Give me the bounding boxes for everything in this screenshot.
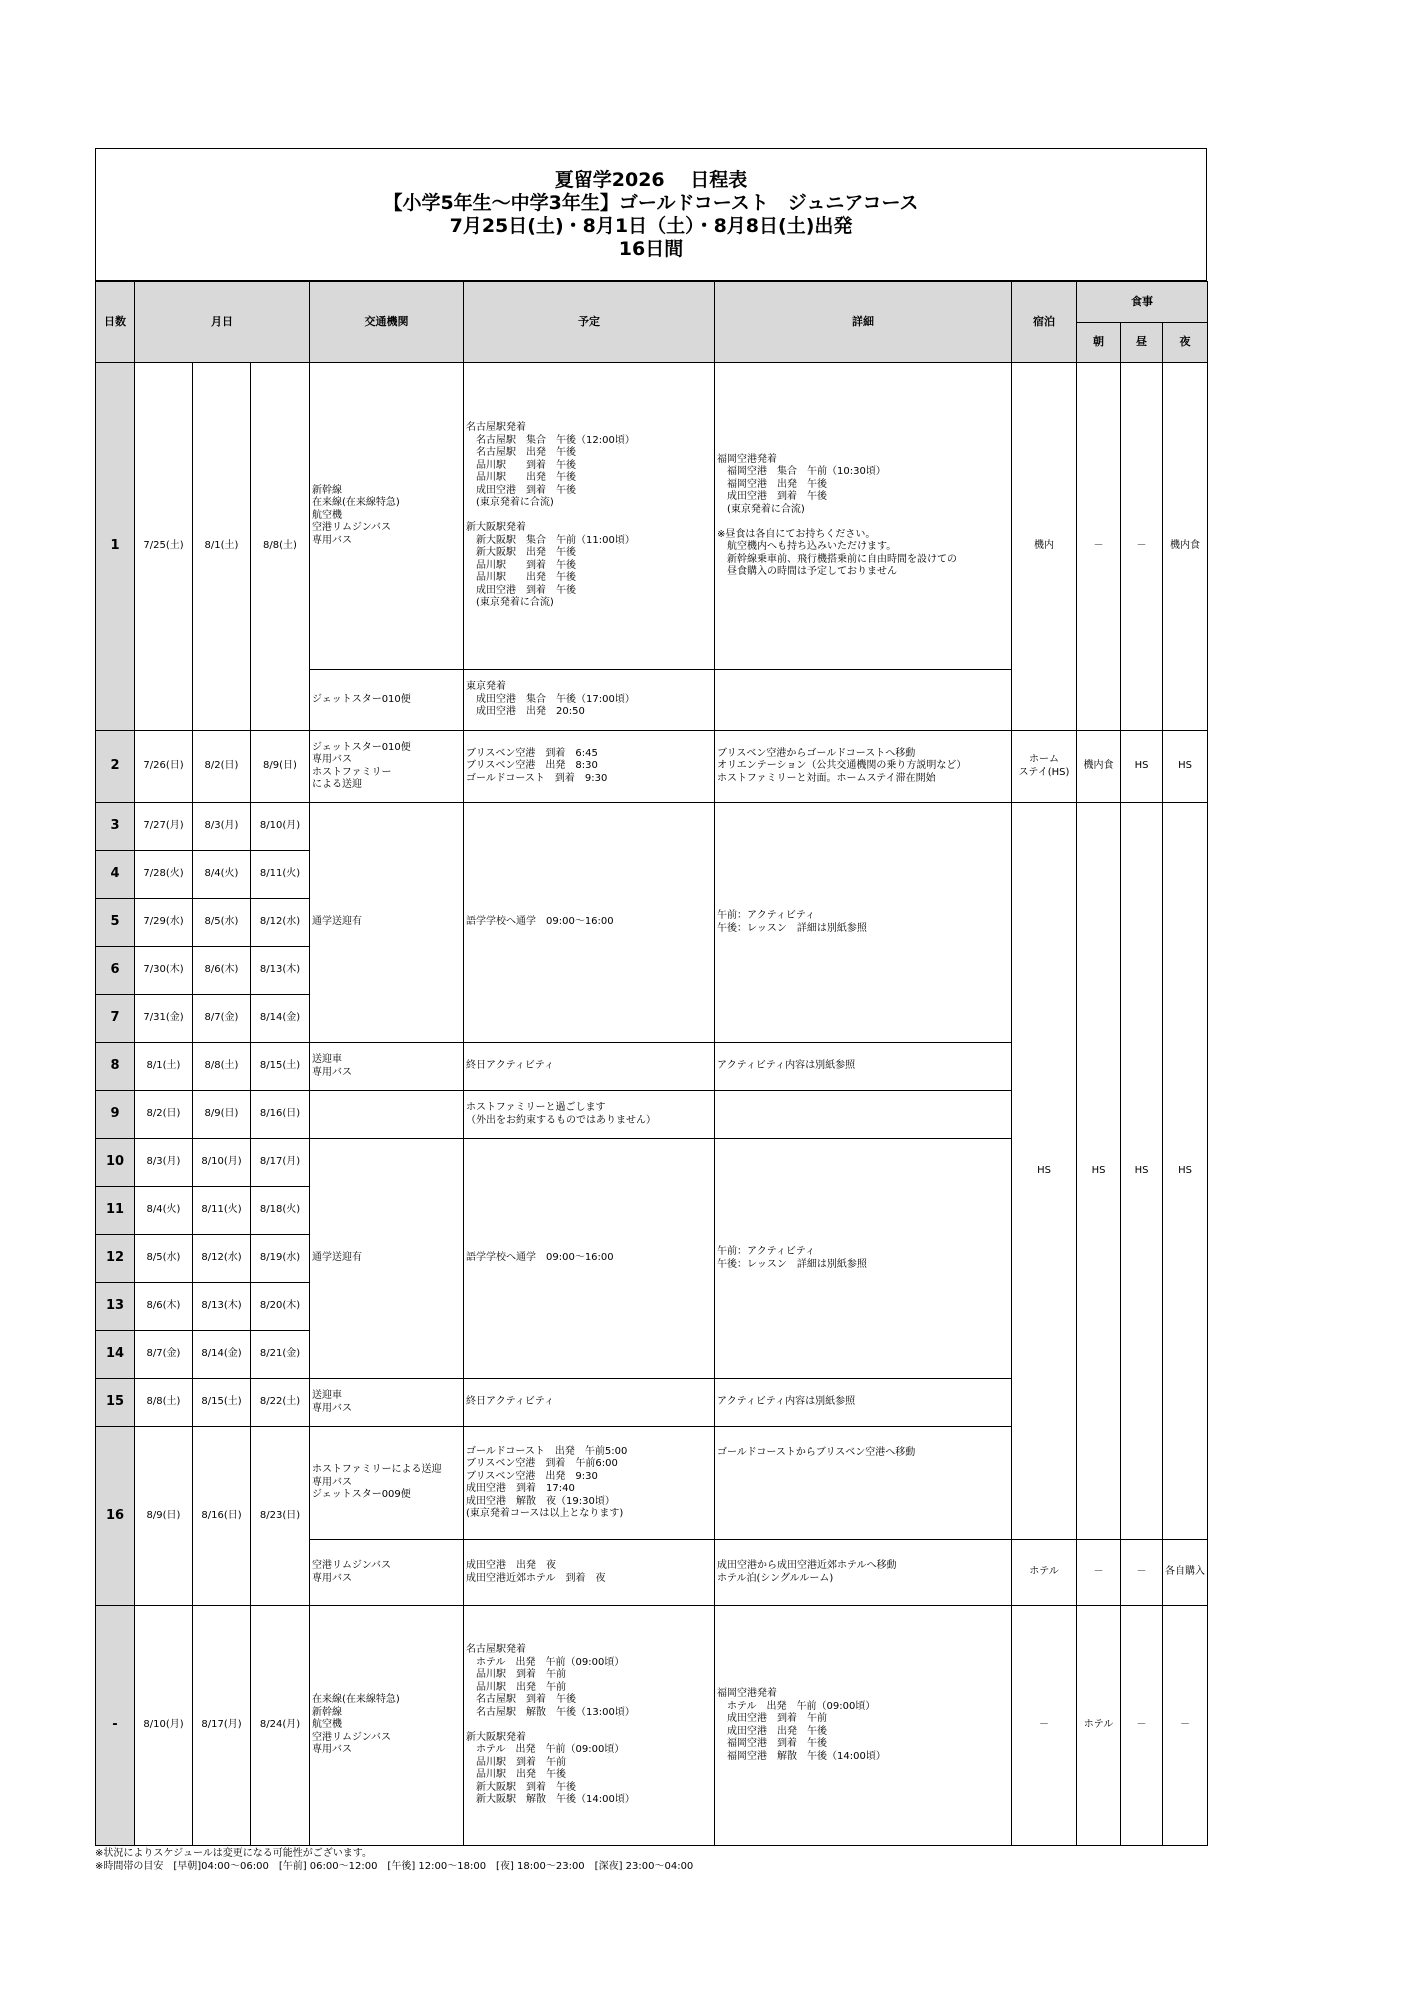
date-cell: 8/16(日) [193, 1427, 251, 1606]
breakfast-cell: ホテル [1077, 1606, 1121, 1846]
title-line-3: 7月25日(土)・8月1日（土）・8月8日(土)出発 [449, 214, 853, 237]
date-cell: 8/7(金) [135, 1331, 193, 1379]
day-number: 14 [96, 1331, 135, 1379]
detail-cell: 午前：アクティビティ 午後：レッスン 詳細は別紙参照 [715, 803, 1012, 1043]
date-cell: 8/19(水) [251, 1235, 310, 1283]
day-number: 10 [96, 1139, 135, 1187]
date-cell: 8/23(日) [251, 1427, 310, 1606]
date-cell: 7/26(日) [135, 731, 193, 803]
date-cell: 8/13(木) [251, 947, 310, 995]
date-cell: 8/17(月) [251, 1139, 310, 1187]
stay-cell: ホーム ステイ(HS) [1012, 731, 1077, 803]
date-cell: 8/17(月) [193, 1606, 251, 1846]
date-cell: 8/15(土) [251, 1043, 310, 1091]
day-number: 9 [96, 1091, 135, 1139]
date-cell: 8/21(金) [251, 1331, 310, 1379]
breakfast-cell: HS [1077, 803, 1121, 1540]
header-stay: 宿泊 [1012, 282, 1077, 363]
day-number: 4 [96, 851, 135, 899]
date-cell: 8/9(日) [193, 1091, 251, 1139]
dinner-cell: HS [1163, 803, 1208, 1540]
date-cell: 8/8(土) [193, 1043, 251, 1091]
date-cell: 7/25(土) [135, 363, 193, 731]
day-number: 8 [96, 1043, 135, 1091]
schedule-table [95, 281, 1208, 1846]
transport-cell: 送迎車 専用バス [310, 1043, 464, 1091]
plan-cell: ブリスベン空港 到着 6:45 ブリスベン空港 出発 8:30 ゴールドコースト 到着 9:30 [464, 731, 715, 803]
date-cell: 8/13(木) [193, 1283, 251, 1331]
date-cell: 8/12(水) [193, 1235, 251, 1283]
detail-cell: 午前：アクティビティ 午後：レッスン 詳細は別紙参照 [715, 1139, 1012, 1379]
transport-cell: ホストファミリーによる送迎 専用バス ジェットスター009便 [310, 1427, 464, 1540]
date-cell: 8/10(月) [251, 803, 310, 851]
date-cell: 8/2(日) [193, 731, 251, 803]
date-cell: 8/3(月) [193, 803, 251, 851]
transport-cell: 送迎車 専用バス [310, 1379, 464, 1427]
day-number: 3 [96, 803, 135, 851]
detail-cell: 福岡空港発着 福岡空港 集合 午前（10:30頃） 福岡空港 出発 午後 成田空港 到着 午後 (東京発着に合流) ※昼食は各自にてお持ちください。 航空機内へも持ち込みいただけます。 新幹線乗車前、飛行機搭乗前に自由時間を設けての 昼食購入の時間は予定しておりません [715, 363, 1012, 670]
plan-cell: ゴールドコースト 出発 午前5:00 ブリスベン空港 到着 午前6:00 ブリスベン空港 出発 9:30 成田空港 到着 17:40 成田空港 解散 夜（19:30頃） (東京発着コースは以上となります) [464, 1427, 715, 1540]
dinner-cell: HS [1163, 731, 1208, 803]
day-number: 1 [96, 363, 135, 731]
detail-cell: 成田空港から成田空港近郊ホテルへ移動 ホテル泊(シングルルーム) [715, 1540, 1012, 1606]
transport-cell [310, 1091, 464, 1139]
date-cell: 8/6(木) [135, 1283, 193, 1331]
header-breakfast: 朝 [1077, 323, 1121, 363]
table-row-day-3 [96, 803, 1208, 851]
breakfast-cell: － [1077, 1540, 1121, 1606]
plan-cell: 語学学校へ通学 09:00～16:00 [464, 1139, 715, 1379]
breakfast-cell: － [1077, 363, 1121, 731]
day-number: 5 [96, 899, 135, 947]
footnote: ※状況によりスケジュールは変更になる可能性がございます。 [95, 1848, 372, 1859]
transport-cell: ジェットスター010便 専用バス ホストファミリー による送迎 [310, 731, 464, 803]
header-detail: 詳細 [715, 282, 1012, 363]
date-cell: 8/11(火) [251, 851, 310, 899]
day-number: 12 [96, 1235, 135, 1283]
plan-cell: 語学学校へ通学 09:00～16:00 [464, 803, 715, 1043]
detail-cell [715, 670, 1012, 731]
header-lunch: 昼 [1121, 323, 1163, 363]
detail-cell: ブリスベン空港からゴールドコーストへ移動 オリエンテーション（公共交通機関の乗り方説明など） ホストファミリーと対面。ホームステイ滞在開始 [715, 731, 1012, 803]
header-plan: 予定 [464, 282, 715, 363]
detail-cell: アクティビティ内容は別紙参照 [715, 1043, 1012, 1091]
dinner-cell: 各自購入 [1163, 1540, 1208, 1606]
day-number: 15 [96, 1379, 135, 1427]
date-cell: 8/18(火) [251, 1187, 310, 1235]
transport-cell: 通学送迎有 [310, 1139, 464, 1379]
plan-cell: 名古屋駅発着 ホテル 出発 午前（09:00頃） 品川駅 到着 午前 品川駅 出発 午前 名古屋駅 到着 午後 名古屋駅 解散 午後（13:00頃） 新大阪駅発着 ホテル 出発 午前（09:00頃） 品川駅 到着 午前 品川駅 出発 午後 新大阪駅 到着 午後 新大阪駅 解散 午後（14:00頃） [464, 1606, 715, 1846]
day-number: 2 [96, 731, 135, 803]
date-cell: 8/14(金) [193, 1331, 251, 1379]
date-cell: 8/20(木) [251, 1283, 310, 1331]
date-cell: 8/10(月) [193, 1139, 251, 1187]
detail-cell: アクティビティ内容は別紙参照 [715, 1379, 1012, 1427]
table-row-day-2 [96, 731, 1208, 803]
day-number: 13 [96, 1283, 135, 1331]
title-line-1: 夏留学2026 日程表 [554, 168, 748, 191]
date-cell: 8/14(金) [251, 995, 310, 1043]
title-line-4: 16日間 [618, 237, 684, 260]
title-line-2: 【小学5年生～中学3年生】ゴールドコースト ジュニアコース [383, 191, 919, 214]
date-cell: 8/4(火) [193, 851, 251, 899]
day-number: 6 [96, 947, 135, 995]
date-cell: 8/9(日) [135, 1427, 193, 1606]
date-cell: 8/24(月) [251, 1606, 310, 1846]
date-cell: 8/10(月) [135, 1606, 193, 1846]
date-cell: 8/16(日) [251, 1091, 310, 1139]
lunch-cell: HS [1121, 731, 1163, 803]
detail-cell [715, 1091, 1012, 1139]
header-transport: 交通機関 [310, 282, 464, 363]
date-cell: 8/5(水) [135, 1235, 193, 1283]
day-number: 16 [96, 1427, 135, 1606]
lunch-cell: － [1121, 363, 1163, 731]
date-cell: 8/2(日) [135, 1091, 193, 1139]
transport-cell: 通学送迎有 [310, 803, 464, 1043]
schedule-sheet [95, 148, 1207, 1873]
date-cell: 7/31(金) [135, 995, 193, 1043]
dinner-cell: 機内食 [1163, 363, 1208, 731]
lunch-cell: － [1121, 1540, 1163, 1606]
date-cell: 7/28(火) [135, 851, 193, 899]
footnote: ※時間帯の目安 [早朝]04:00～06:00 [午前] 06:00～12:00 [午後] 12:00～18:00 [夜] 18:00～23:00 [深夜] 23:00～04:00 [95, 1861, 694, 1872]
breakfast-cell: 機内食 [1077, 731, 1121, 803]
date-cell: 8/3(月) [135, 1139, 193, 1187]
dinner-cell: － [1163, 1606, 1208, 1846]
lunch-cell: HS [1121, 803, 1163, 1540]
date-cell: 8/8(土) [251, 363, 310, 731]
date-cell: 7/27(月) [135, 803, 193, 851]
plan-cell: 終日アクティビティ [464, 1379, 715, 1427]
day-number: 7 [96, 995, 135, 1043]
date-cell: 8/7(金) [193, 995, 251, 1043]
plan-cell: 東京発着 成田空港 集合 午後（17:00頃） 成田空港 出発 20:50 [464, 670, 715, 731]
plan-cell: 成田空港 出発 夜 成田空港近郊ホテル 到着 夜 [464, 1540, 715, 1606]
header-dinner: 夜 [1163, 323, 1208, 363]
date-cell: 8/22(土) [251, 1379, 310, 1427]
lunch-cell: － [1121, 1606, 1163, 1846]
stay-cell: HS [1012, 803, 1077, 1540]
day-number: - [96, 1606, 135, 1846]
stay-cell: 機内 [1012, 363, 1077, 731]
date-cell: 7/29(水) [135, 899, 193, 947]
transport-cell: 新幹線 在来線(在来線特急) 航空機 空港リムジンバス 専用バス [310, 363, 464, 670]
footnotes [95, 1847, 1207, 1873]
schedule-title [95, 148, 1207, 281]
date-cell: 8/15(土) [193, 1379, 251, 1427]
plan-cell: 名古屋駅発着 名古屋駅 集合 午後（12:00頃） 名古屋駅 出発 午後 品川駅 到着 午後 品川駅 出発 午後 成田空港 到着 午後 (東京発着に合流) 新大阪駅発着 新大阪駅 集合 午前（11:00頃） 新大阪駅 出発 午後 品川駅 到着 午後 品川駅 出発 午後 成田空港 到着 午後 (東京発着に合流) [464, 363, 715, 670]
table-row-day-last [96, 1606, 1208, 1846]
date-cell: 8/9(日) [251, 731, 310, 803]
date-cell: 8/6(木) [193, 947, 251, 995]
date-cell: 8/1(土) [135, 1043, 193, 1091]
stay-cell: ホテル [1012, 1540, 1077, 1606]
header-row [96, 282, 1208, 323]
header-day: 日数 [96, 282, 135, 363]
detail-cell: 福岡空港発着 ホテル 出発 午前（09:00頃） 成田空港 到着 午前 成田空港 出発 午後 福岡空港 到着 午後 福岡空港 解散 午後（14:00頃） [715, 1606, 1012, 1846]
date-cell: 8/8(土) [135, 1379, 193, 1427]
plan-cell: 終日アクティビティ [464, 1043, 715, 1091]
plan-cell: ホストファミリーと過ごします （外出をお約束するものではありません） [464, 1091, 715, 1139]
transport-cell: 在来線(在来線特急) 新幹線 航空機 空港リムジンバス 専用バス [310, 1606, 464, 1846]
day-number: 11 [96, 1187, 135, 1235]
date-cell: 7/30(木) [135, 947, 193, 995]
date-cell: 8/11(火) [193, 1187, 251, 1235]
transport-cell: ジェットスター010便 [310, 670, 464, 731]
header-meals: 食事 [1077, 282, 1208, 323]
header-date: 月日 [135, 282, 310, 363]
detail-cell: ゴールドコーストからブリスベン空港へ移動 [715, 1427, 1012, 1540]
stay-cell: － [1012, 1606, 1077, 1846]
date-cell: 8/12(水) [251, 899, 310, 947]
date-cell: 8/5(水) [193, 899, 251, 947]
date-cell: 8/1(土) [193, 363, 251, 731]
transport-cell: 空港リムジンバス 専用バス [310, 1540, 464, 1606]
table-row-day-1 [96, 363, 1208, 670]
date-cell: 8/4(火) [135, 1187, 193, 1235]
